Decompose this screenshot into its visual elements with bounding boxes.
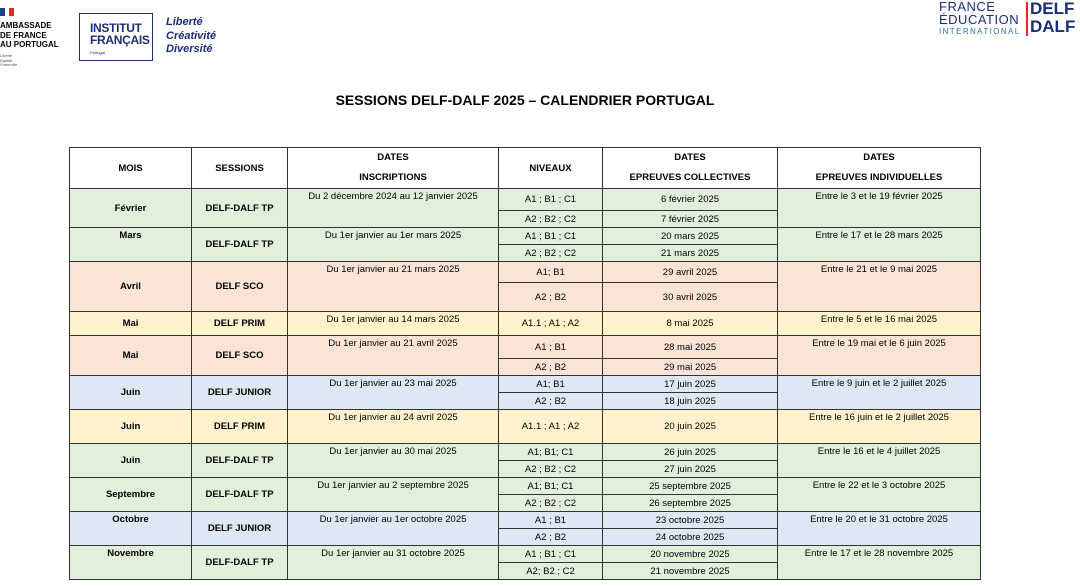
table-header-row xyxy=(70,148,981,189)
cell-collective: 23 octobre 2025 xyxy=(603,512,778,529)
cell-mois: Avril xyxy=(70,262,192,312)
cell-niveau: A1.1 ; A1 ; A2 xyxy=(499,312,603,336)
header-mois: MOIS xyxy=(70,148,192,189)
institut-motto: Liberté Créativité Diversité xyxy=(166,16,217,55)
cell-mois: Juin xyxy=(70,410,192,444)
cell-session: DELF SCO xyxy=(192,262,288,312)
cell-individuelle: Entre le 5 et le 16 mai 2025 xyxy=(778,312,981,336)
french-flag-icon xyxy=(0,8,14,16)
cell-niveau: A2 ; B2 ; C2 xyxy=(499,461,603,478)
cell-collective: 6 février 2025 xyxy=(603,189,778,211)
cell-mois: Mai xyxy=(70,312,192,336)
table-row xyxy=(70,546,981,563)
cell-inscriptions: Du 1er janvier au 30 mai 2025 xyxy=(288,444,499,478)
table-row xyxy=(70,376,981,393)
cell-collective: 26 juin 2025 xyxy=(603,444,778,461)
cell-mois: Mai xyxy=(70,336,192,376)
cell-niveau: A2 ; B2 xyxy=(499,393,603,410)
cell-collective: 29 avril 2025 xyxy=(603,262,778,283)
cell-niveau: A1 ; B1 xyxy=(499,512,603,529)
cell-session: DELF-DALF TP xyxy=(192,546,288,580)
cell-inscriptions: Du 1er janvier au 23 mai 2025 xyxy=(288,376,499,410)
cell-mois: Octobre xyxy=(70,512,192,546)
cell-niveau: A2; B2 ; C2 xyxy=(499,563,603,580)
cell-mois: Mars xyxy=(70,228,192,262)
header-collectives: DATES EPREUVES COLLECTIVES xyxy=(603,148,778,189)
cell-session: DELF-DALF TP xyxy=(192,478,288,512)
cell-individuelle: Entre le 9 juin et le 2 juillet 2025 xyxy=(778,376,981,410)
cell-collective: 18 juin 2025 xyxy=(603,393,778,410)
republique-motto: Liberté Égalité Fraternité xyxy=(0,53,18,67)
cell-collective: 27 juin 2025 xyxy=(603,461,778,478)
cell-individuelle: Entre le 19 mai et le 6 juin 2025 xyxy=(778,336,981,376)
cell-niveau: A2 ; B2 xyxy=(499,529,603,546)
cell-inscriptions: Du 1er janvier au 21 avril 2025 xyxy=(288,336,499,376)
header-individuelles: DATES EPREUVES INDIVIDUELLES xyxy=(778,148,981,189)
cell-collective: 26 septembre 2025 xyxy=(603,495,778,512)
cell-session: DELF PRIM xyxy=(192,312,288,336)
table-row xyxy=(70,336,981,359)
cell-niveau: A1; B1; C1 xyxy=(499,478,603,495)
cell-collective: 25 septembre 2025 xyxy=(603,478,778,495)
table-row xyxy=(70,444,981,461)
table-row xyxy=(70,410,981,444)
cell-collective: 24 octobre 2025 xyxy=(603,529,778,546)
cell-niveau: A1 ; B1 xyxy=(499,336,603,359)
cell-niveau: A1; B1; C1 xyxy=(499,444,603,461)
cell-collective: 21 novembre 2025 xyxy=(603,563,778,580)
cell-collective: 21 mars 2025 xyxy=(603,245,778,262)
cell-session: DELF JUNIOR xyxy=(192,512,288,546)
cell-niveau: A2 ; B2 xyxy=(499,283,603,312)
cell-collective: 7 février 2025 xyxy=(603,211,778,228)
calendar-table xyxy=(69,147,981,580)
cell-collective: 20 novembre 2025 xyxy=(603,546,778,563)
cell-niveau: A2 ; B2 ; C2 xyxy=(499,245,603,262)
cell-inscriptions: Du 1er janvier au 1er mars 2025 xyxy=(288,228,499,262)
cell-collective: 17 juin 2025 xyxy=(603,376,778,393)
table-row xyxy=(70,189,981,211)
table-row xyxy=(70,512,981,529)
cell-inscriptions: Du 1er janvier au 24 avril 2025 xyxy=(288,410,499,444)
cell-niveau: A2 ; B2 ; C2 xyxy=(499,211,603,228)
cell-individuelle: Entre le 21 et le 9 mai 2025 xyxy=(778,262,981,312)
cell-inscriptions: Du 1er janvier au 14 mars 2025 xyxy=(288,312,499,336)
cell-mois: Septembre xyxy=(70,478,192,512)
table-row xyxy=(70,262,981,283)
page-title: SESSIONS DELF-DALF 2025 – CALENDRIER PORTUGAL xyxy=(335,92,715,108)
cell-individuelle: Entre le 20 et le 31 octobre 2025 xyxy=(778,512,981,546)
header-niveaux: NIVEAUX xyxy=(499,148,603,189)
delf-dalf-logo: DELF DALF xyxy=(1030,0,1080,40)
cell-inscriptions: Du 1er janvier au 1er octobre 2025 xyxy=(288,512,499,546)
cell-niveau: A1 ; B1 ; C1 xyxy=(499,228,603,245)
table-row xyxy=(70,312,981,336)
table-row xyxy=(70,228,981,245)
cell-session: DELF-DALF TP xyxy=(192,228,288,262)
cell-collective: 28 mai 2025 xyxy=(603,336,778,359)
cell-mois: Février xyxy=(70,189,192,228)
cell-individuelle: Entre le 17 et le 28 novembre 2025 xyxy=(778,546,981,580)
cell-inscriptions: Du 1er janvier au 2 septembre 2025 xyxy=(288,478,499,512)
france-education-international-logo: FRANCE ÉDUCATION INTERNATIONAL xyxy=(939,0,1021,36)
cell-individuelle: Entre le 3 et le 19 février 2025 xyxy=(778,189,981,228)
cell-collective: 20 mars 2025 xyxy=(603,228,778,245)
cell-niveau: A2 ; B2 xyxy=(499,359,603,376)
cell-individuelle: Entre le 22 et le 3 octobre 2025 xyxy=(778,478,981,512)
cell-niveau: A1; B1 xyxy=(499,376,603,393)
cell-session: DELF-DALF TP xyxy=(192,189,288,228)
cell-mois: Juin xyxy=(70,376,192,410)
cell-mois: Juin xyxy=(70,444,192,478)
cell-inscriptions: Du 1er janvier au 21 mars 2025 xyxy=(288,262,499,312)
cell-niveau: A1 ; B1 ; C1 xyxy=(499,546,603,563)
cell-mois: Novembre xyxy=(70,546,192,580)
institut-francais-logo: INSTITUT FRANÇAIS Portugal xyxy=(79,13,153,61)
header-sessions: SESSIONS xyxy=(192,148,288,189)
cell-session: DELF PRIM xyxy=(192,410,288,444)
cell-session: DELF SCO xyxy=(192,336,288,376)
ambassade-logo: AMBASSADE DE FRANCE AU PORTUGAL xyxy=(0,21,59,49)
cell-session: DELF JUNIOR xyxy=(192,376,288,410)
cell-collective: 29 mai 2025 xyxy=(603,359,778,376)
cell-inscriptions: Du 1er janvier au 31 octobre 2025 xyxy=(288,546,499,580)
cell-niveau: A1.1 ; A1 ; A2 xyxy=(499,410,603,444)
cell-collective: 8 mai 2025 xyxy=(603,312,778,336)
cell-collective: 30 avril 2025 xyxy=(603,283,778,312)
cell-niveau: A2 ; B2 ; C2 xyxy=(499,495,603,512)
cell-collective: 20 juin 2025 xyxy=(603,410,778,444)
header-inscriptions: DATES INSCRIPTIONS xyxy=(288,148,499,189)
table-row xyxy=(70,478,981,495)
cell-niveau: A1; B1 xyxy=(499,262,603,283)
cell-inscriptions: Du 2 décembre 2024 au 12 janvier 2025 xyxy=(288,189,499,228)
cell-individuelle: Entre le 16 juin et le 2 juillet 2025 xyxy=(778,410,981,444)
cell-session: DELF-DALF TP xyxy=(192,444,288,478)
cell-individuelle: Entre le 17 et le 28 mars 2025 xyxy=(778,228,981,262)
cell-niveau: A1 ; B1 ; C1 xyxy=(499,189,603,211)
cell-individuelle: Entre le 16 et le 4 juillet 2025 xyxy=(778,444,981,478)
